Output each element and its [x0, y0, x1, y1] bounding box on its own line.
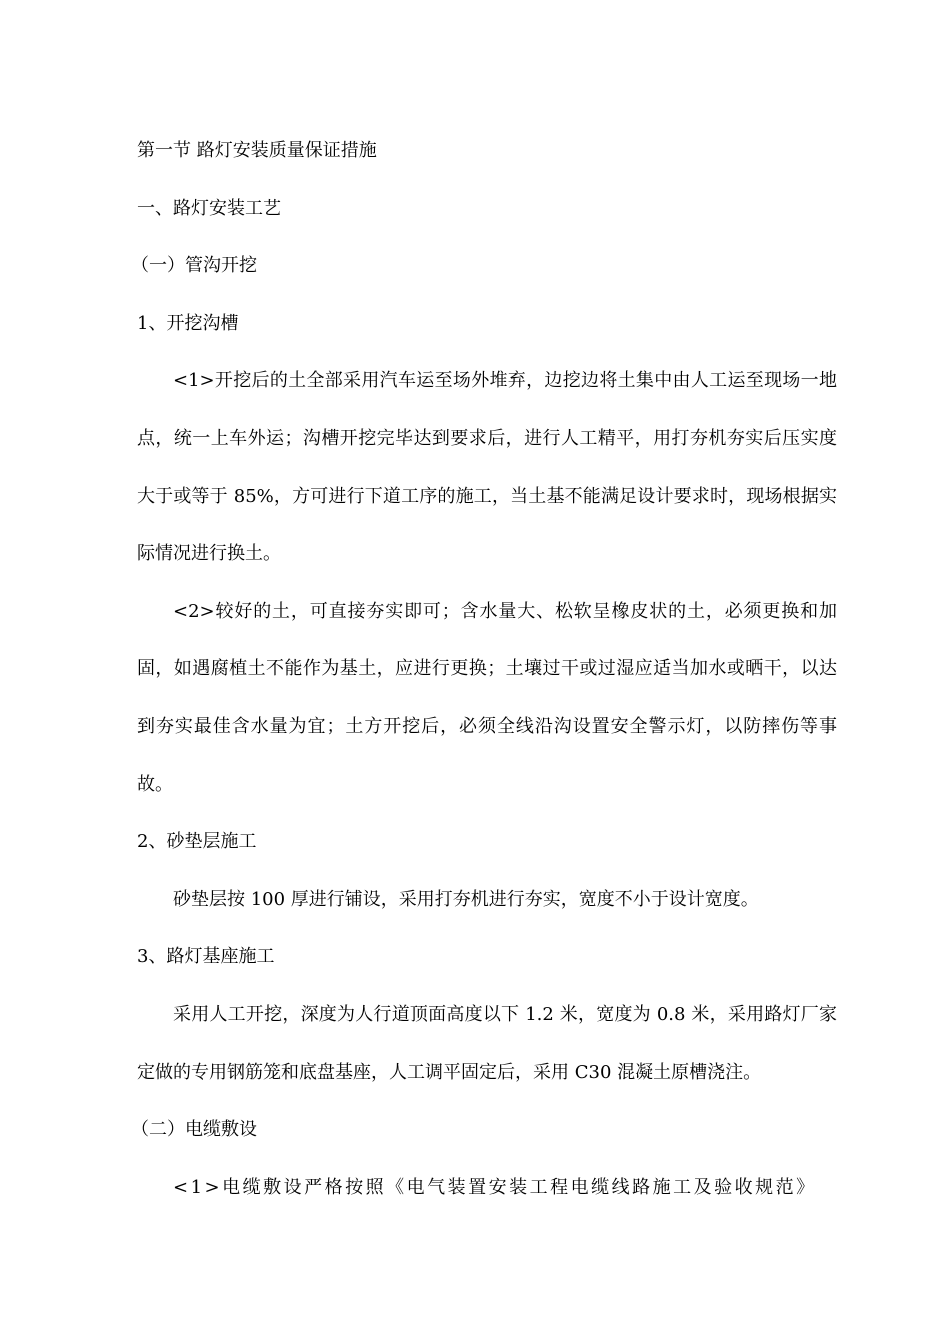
paragraph-cable-laying: <1>电缆敷设严格按照《电气装置安装工程电缆线路施工及验收规范》	[173, 1176, 817, 1198]
paragraph-excavation-2: <2>较好的土，可直接夯实即可；含水量大、松软呈橡皮状的土，必须更换和加固，如遇腐植土不能作为基土，应进行更换；土壤过干或过湿应适当加水或晒干，以达到夯实最佳含水量为宜；土方开挖后，必须全线沿沟设置安全警示灯，以防摔伤等事故。	[137, 600, 837, 795]
section-title: 第一节 路灯安装质量保证措施	[137, 140, 377, 161]
paragraph-excavation-1: <1>开挖后的土全部采用汽车运至场外堆弃，边挖边将土集中由人工运至现场一地点，统一上车外运；沟槽开挖完毕达到要求后，进行人工精平，用打夯机夯实后压实度大于或等于 85%，方可进行下道工序的施工，当土基不能满足设计要求时，现场根据实际情况进行换土。	[137, 370, 837, 565]
heading-level-1: 一、路灯安装工艺	[137, 197, 281, 219]
heading-sand-cushion: 2、砂垫层施工	[137, 831, 257, 853]
heading-cable-laying: （二）电缆敷设	[131, 1119, 257, 1141]
heading-excavate-trench: 1、开挖沟槽	[137, 312, 239, 334]
heading-trench-excavation: （一）管沟开挖	[131, 255, 257, 277]
document-body	[131, 122, 837, 1216]
heading-lamp-base: 3、路灯基座施工	[137, 946, 275, 968]
paragraph-lamp-base: 采用人工开挖，深度为人行道顶面高度以下 1.2 米，宽度为 0.8 米，采用路灯厂家定做的专用钢筋笼和底盘基座，人工调平固定后，采用 C30 混凝土原槽浇注。	[137, 1003, 837, 1083]
paragraph-sand-cushion: 砂垫层按 100 厚进行铺设，采用打夯机进行夯实，宽度不小于设计宽度。	[173, 888, 759, 910]
